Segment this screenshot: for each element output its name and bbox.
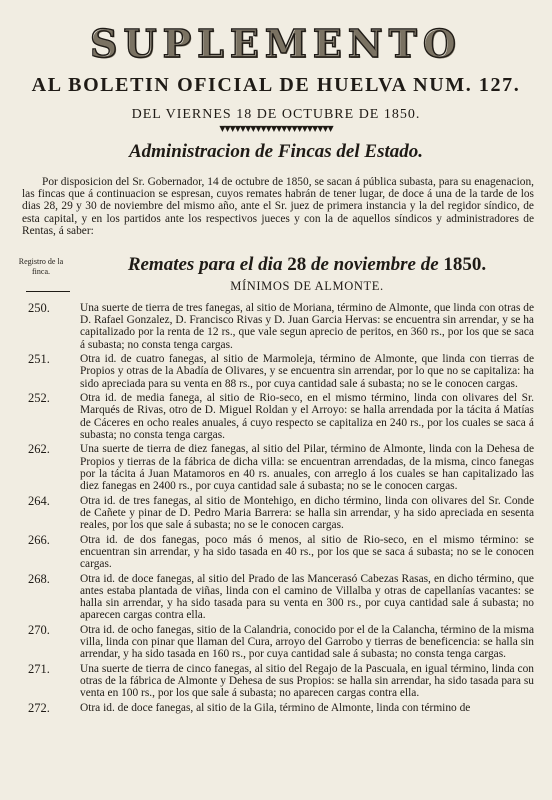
entry-text: Una suerte de tierra de cinco fanegas, al sitio del Regajo de la Pascuala, en igual término, linda con otras de la fábrica de Almonte y Dehesa de sus Propios: se halla sin arrendar, ha sido tasada para su venta en 100 rs., por los que sale á subasta; no aparecen cargas contra ella.	[80, 662, 534, 700]
issue-date: DEL VIERNES 18 DE OCTUBRE DE 1850.	[131, 107, 421, 122]
list-item	[22, 353, 534, 390]
entry-number: 251.	[28, 352, 50, 367]
entry-number: 250.	[28, 302, 50, 315]
list-item	[22, 392, 534, 441]
minimos-heading: MÍNIMOS DE ALMONTE.	[230, 279, 384, 293]
entry-number: 266.	[28, 532, 50, 547]
remates-year: 1850.	[443, 254, 487, 275]
list-item	[22, 702, 534, 714]
entry-text: Una suerte de tierra de diez fanegas, al sitio del Pilar, término de Almonte, linda con la Dehesa de Propios y tierras de la fábrica de dicha villa: se encuentran arrendadas, de la misma, cinco fanegas por la tácita á Juan Matamoros en 40 rs. anuales, con arreglo á los cuales se han capitalizado las diez fanegas en 2400 rs., por cuya cantidad sale á subasta; no se le conocen cargas.	[80, 443, 534, 493]
entry-number: 262.	[28, 442, 50, 457]
entry-number: 252.	[28, 391, 50, 406]
entry-text: Otra id. de dos fanegas, poco más ó menos, al sitio de Rio-seco, en el mismo término: se encuentran sin arrendar, y ha sido tasada en 40 rs., por los que se saca á subasta; no se le conocen cargas.	[80, 533, 534, 571]
list-item	[22, 573, 534, 622]
entry-number: 271.	[28, 661, 50, 676]
entry-number: 264.	[28, 493, 50, 508]
list-item	[22, 495, 534, 532]
remates-day: 28	[287, 254, 307, 275]
ornament-rule: ▼▼▼▼▼▼▼▼▼▼▼▼▼▼▼▼▼▼▼▼▼▼	[219, 124, 333, 133]
entry-text: Otra id. de ocho fanegas, sitio de la Calandria, conocido por el de la Calancha, término de la misma villa, linda con pinar que llaman del Cura, arroyo del Garrobo y tierras de beneficencia: se halla sin arrendar, y ha sido tasada en 160 rs., por cuya cantidad sale á subasta; no consta tenga cargas.	[80, 623, 534, 661]
entry-number: 272.	[28, 700, 50, 715]
supplement-title: SUPLEMENTO	[90, 21, 462, 66]
remates-prefix: Remates para el dia	[127, 254, 288, 275]
list-item	[22, 663, 534, 700]
remates-middle: de noviembre de	[306, 254, 444, 275]
section-title: Administracion de Fincas del Estado.	[128, 141, 423, 162]
entry-text: Otra id. de doce fanegas, al sitio del Prado de las Mancerasó Cabezas Rasas, en dicho término, que antes estaba plantada de viñas, linda con el camino de Villalba y otras de capellanías vacantes: se halla sin arrendar, y ha sido tasada para su venta en 300 rs., por cuya cantidad sale á subasta; no aparecen cargas contra ella.	[80, 572, 534, 622]
entry-text: Una suerte de tierra de tres fanegas, al sitio de Moriana, término de Almonte, que linda con otras de D. Rafael Gonzalez, D. Francisco Rivas y D. Juan Garcia Hervas: se encuentra sin arrendar, y se ha capitalizado por la renta de 12 rs., que vale segun aprecio de peritos, en 360 rs., por los que se saca á subasta; no consta tenga cargas.	[80, 302, 534, 351]
list-item	[22, 443, 534, 492]
entry-number: 268.	[28, 571, 50, 586]
entry-text: Otra id. de media fanega, al sitio de Rio-seco, en el mismo término, linda con olivares del Sr. Marqués de Rivas, otro de D. Miguel Roldan y el Arroyo: se halla arrendada por la tácita á Matías de Cáceres en ocho reales anuales, á cuyo respecto se capitaliza en 240 rs., por los cuales se saca á subasta; no consta tenga cargas.	[80, 392, 534, 441]
registro-label: Registro de la finca.	[18, 257, 64, 276]
intro-paragraph: Por disposicion del Sr. Gobernador, 14 de octubre de 1850, se sacan á pública subasta, para su enagenacion, las fincas que á continuacion se espresan, cuyos remates habrán de tener lugar, de doce á una de la tarde de los dias 28, 29 y 30 de noviembre del mismo año, ante el Sr. juez de primera instancia y la del regidor síndico, de esta capital, y en los partidos ante los respectivos jueces y con la de aquellos síndicos y administradores de Rentas, á saber:	[22, 176, 534, 237]
entries-list	[22, 302, 534, 800]
entry-number: 270.	[28, 622, 50, 637]
list-item	[22, 302, 534, 351]
entry-text: Otra id. de tres fanegas, al sitio de Montehigo, en dicho término, linda con olivares del Sr. Conde de Cañete y pinar de D. Pedro Maria Barrera: se halla sin arrendar, y ha sido apreciada en sesenta reales, por los que sale á subasta; no se le conocen cargas.	[80, 494, 534, 532]
list-item	[22, 534, 534, 571]
entry-text: Otra id. de doce fanegas, al sitio de la Gila, término de Almonte, linda con término de	[80, 701, 471, 714]
bulletin-subtitle: AL BOLETIN OFICIAL DE HUELVA NUM. 127.	[31, 74, 521, 96]
divider-rule	[26, 291, 70, 292]
list-item	[22, 624, 534, 661]
entry-text: Otra id. de cuatro fanegas, al sitio de Marmoleja, término de Almonte, que linda con tierras de Propios y otras de la Abadía de Olivares, y se encuentra sin arrendar, por lo que no se capitaliza: ha sido apreciada para su venta en 88 rs., por cuya cantidad sale á subasta; no se le conocen cargas.	[80, 353, 534, 390]
remates-heading	[80, 254, 534, 276]
